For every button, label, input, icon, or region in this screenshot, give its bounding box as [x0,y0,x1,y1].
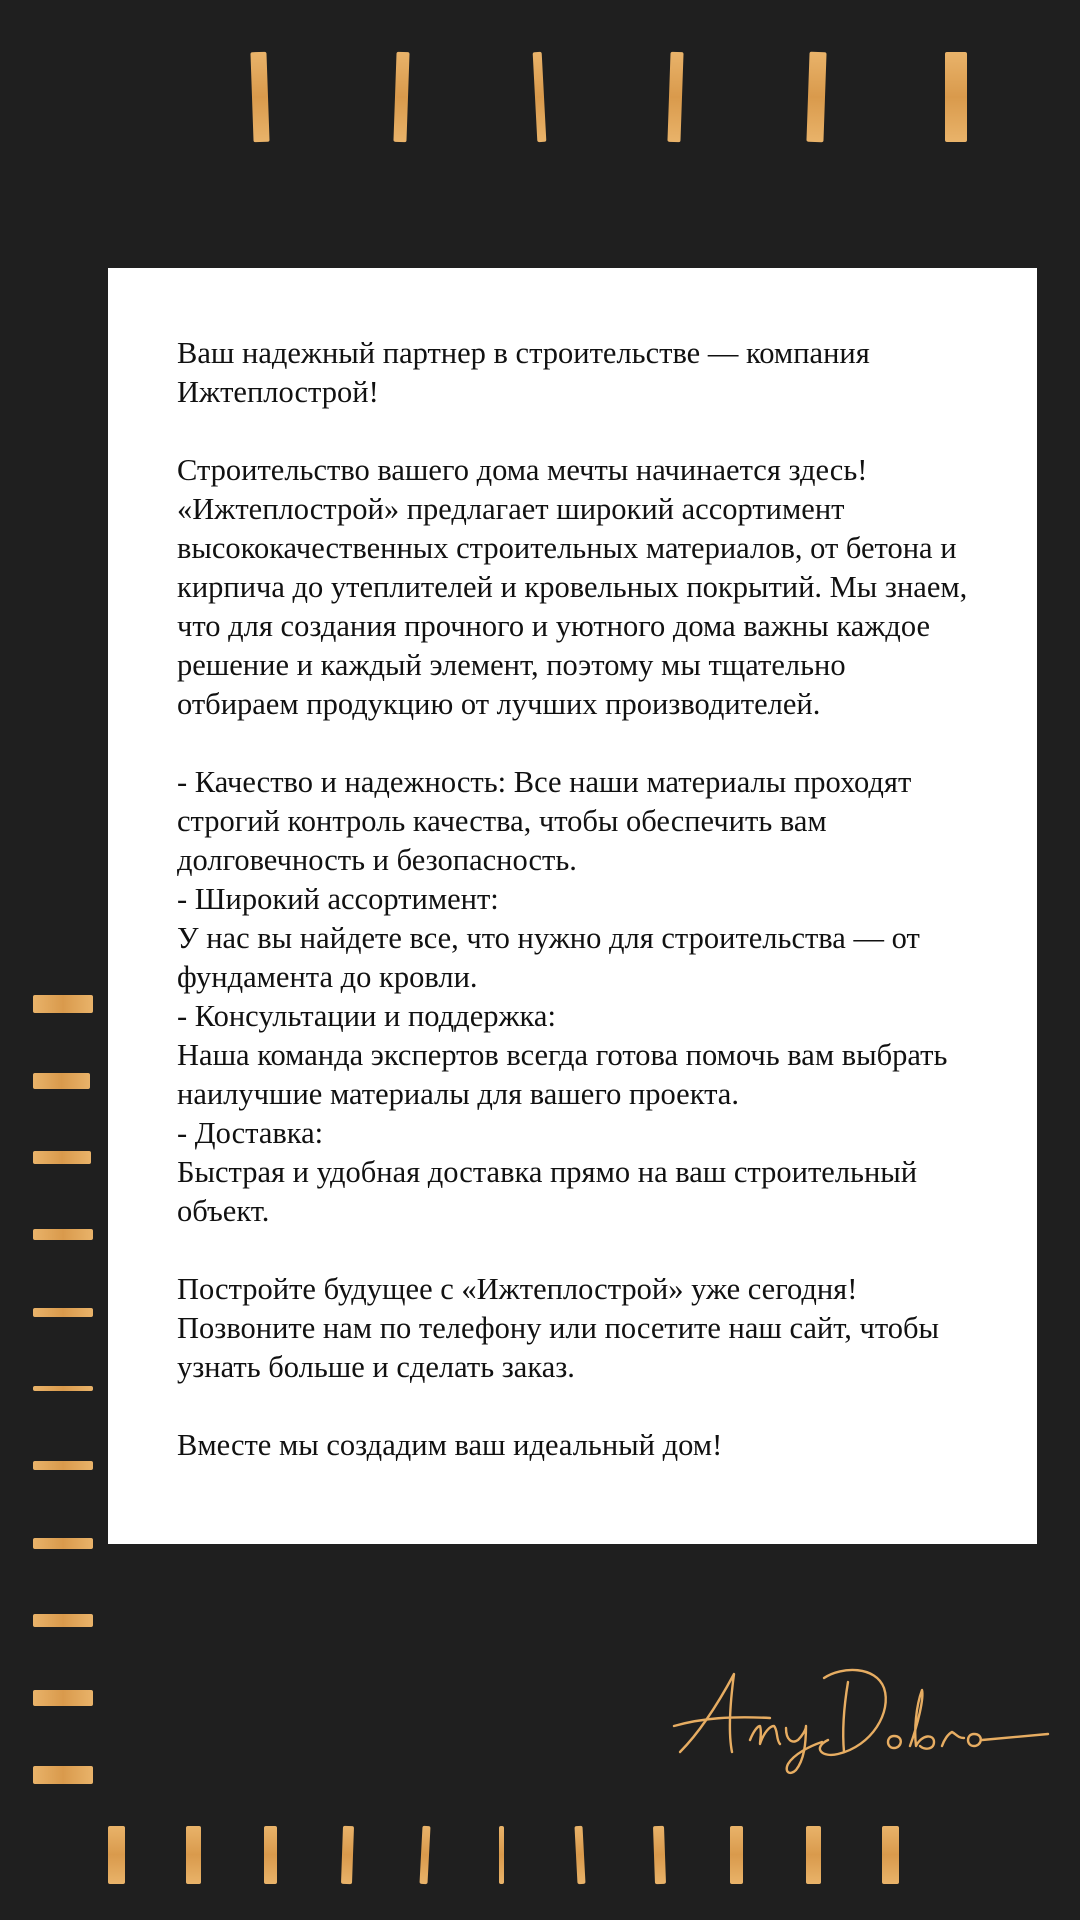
paragraph-1-line-4: кирпича до утеплителей и кровельных покрытий. Мы знаем, [177,570,968,604]
paragraph-1-line-6: решение и каждый элемент, поэтому мы тщательно [177,648,846,682]
gold-stripe-left-2 [33,1073,90,1089]
paragraph-1-line-5: что для создания прочного и уютного дома важны каждое [177,609,930,643]
gold-stripe-bottom-10 [806,1826,821,1884]
intro-line-1: Ваш надежный партнер в строительстве — компания [177,336,870,370]
cta-line-3: узнать больше и сделать заказ. [177,1350,575,1384]
closing-line: Вместе мы создадим ваш идеальный дом! [177,1428,723,1462]
feature-line-2: строгий контроль качества, чтобы обеспечить вам [177,804,827,838]
gold-stripe-top-4 [667,52,683,142]
gold-stripe-top-5 [806,52,826,143]
gold-stripe-left-9 [33,1614,93,1627]
gold-stripe-bottom-5 [419,1826,430,1884]
text-card [108,268,1037,1544]
gold-stripe-left-11 [33,1766,93,1784]
feature-line-3: долговечность и безопасность. [177,843,577,877]
paragraph-1-line-7: отбираем продукцию от лучших производителей. [177,687,821,721]
gold-stripe-left-3 [33,1151,91,1164]
card-body [177,334,1037,1465]
cta-line-2: Позвоните нам по телефону или посетите наш сайт, чтобы [177,1311,940,1345]
paragraph-1-line-1: Строительство вашего дома мечты начинается здесь! [177,453,868,487]
gold-stripe-left-10 [33,1690,93,1706]
gold-stripe-left-1 [33,995,93,1013]
gold-stripe-bottom-7 [574,1826,585,1884]
gold-stripe-top-3 [533,52,547,142]
gold-stripe-left-6 [33,1386,93,1391]
gold-stripe-left-4 [33,1229,93,1240]
gold-stripe-top-1 [250,52,269,143]
gold-stripe-left-8 [33,1538,93,1549]
gold-stripe-bottom-8 [653,1826,666,1884]
gold-stripe-top-6 [945,52,967,142]
feature-line-5: У нас вы найдете все, что нужно для строительства — от [177,921,920,955]
gold-stripe-bottom-1 [108,1826,125,1884]
paragraph-1-line-2: «Ижтеплострой» предлагает широкий ассортимент [177,492,845,526]
paragraph-1-line-3: высококачественных строительных материалов, от бетона и [177,531,957,565]
feature-line-9: наилучшие материалы для вашего проекта. [177,1077,739,1111]
feature-line-6: фундамента до кровли. [177,960,478,994]
signature-logo [672,1660,1052,1780]
gold-stripe-bottom-3 [264,1826,277,1884]
gold-stripe-bottom-6 [499,1826,504,1884]
intro-line-2: Ижтеплострой! [177,375,379,409]
gold-stripe-bottom-2 [186,1826,201,1884]
gold-stripe-top-2 [393,52,409,142]
feature-line-12: объект. [177,1194,270,1228]
gold-stripe-left-5 [33,1308,93,1317]
feature-line-10: - Доставка: [177,1116,324,1150]
gold-stripe-bottom-4 [341,1826,354,1884]
feature-line-1: - Качество и надежность: Все наши материалы проходят [177,765,912,799]
feature-line-4: - Широкий ассортимент: [177,882,499,916]
feature-line-8: Наша команда экспертов всегда готова помочь вам выбрать [177,1038,948,1072]
gold-stripe-left-7 [33,1461,93,1470]
gold-stripe-bottom-9 [730,1826,743,1884]
feature-line-11: Быстрая и удобная доставка прямо на ваш строительный [177,1155,918,1189]
gold-stripe-bottom-11 [882,1826,899,1884]
cta-line-1: Постройте будущее с «Ижтеплострой» уже сегодня! [177,1272,858,1306]
feature-line-7: - Консультации и поддержка: [177,999,556,1033]
